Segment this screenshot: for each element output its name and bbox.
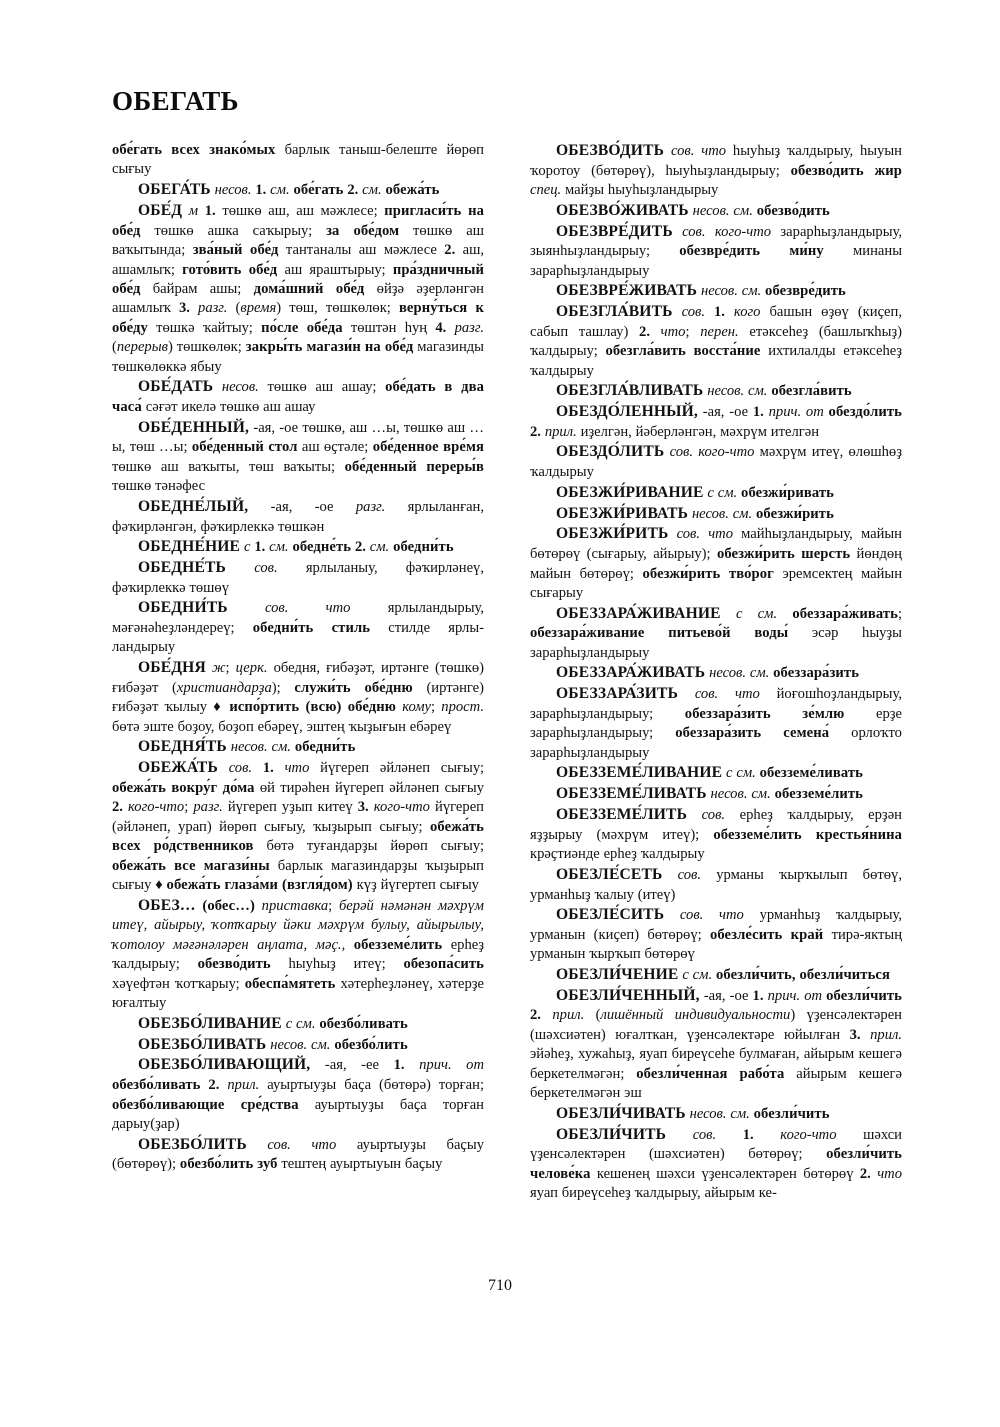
dictionary-entry: ОБЕЗЖИ́РИВАНИЕ с см. обезжи́ривать [556, 483, 834, 501]
page-number: 710 [488, 1277, 512, 1294]
dictionary-entry: ОБЕЗЗАРА́ЖИВАТЬ несов. см. обеззара́зить [556, 664, 860, 682]
dictionary-entry: ОБЕЗДО́ЛИТЬ сов. кого-что мәхрүм итеү, өлөшһөҙ ҡалдырыу [530, 443, 902, 481]
dictionary-entry: ОБЕЗДО́ЛЕННЫЙ, -ая, -ое 1. прич. от обездо́лить 2. прил. иҙелгән, йәберләнгән, мәхрүм ителгән [530, 403, 902, 440]
dictionary-entry: ОБЕЗГЛА́ВИТЬ сов. 1. кого башын өҙөү (киҫеп, сабып ташлау) 2. что; перен. етәксеһеҙ (башлыҡһыҙ) ҡалдырыу; обезгла́вить восста́ние ихтилалды етәксеһеҙ ҡалдырыу [530, 303, 902, 379]
dictionary-entry: ОБЕЗБО́ЛИТЬ сов. что ауыртыуҙы баҫыу (бөтөрөү); обезбо́лить зуб тештең ауыртыуын баҫыу [112, 1135, 485, 1173]
dictionary-entry: ОБЕ́Д м 1. төшкө аш, аш мәжлесе; пригласи́ть на обе́д төшкө ашка саҡырыу; за обе́дом төшкө аш ваҡытында; зва́ный обе́д тантаналы аш мәжлесе 2. аш, ашамлыҡ; гото́вить обе́д аш яраштырыу; пра́здничный обе́д байрам ашы; дома́шний обе́д өйҙә әҙерләнгән ашамлыҡ 3. разг. (время) төш, төшкөлөк; верну́ться к обе́ду төшкә ҡайтыу; по́сле обе́да төштән һуң 4. разг. (перерыв) төшкөлөк; закры́ть магази́н на обе́д магазинды төшкөлөккә ябыу [112, 201, 484, 375]
dictionary-entry: ОБЕ́ДЕННЫЙ, -ая, -ое төшкө, аш …ы, төшкө аш …ы, төш …ы; обе́денный стол аш өҫтәле; обе́денное вре́мя төшкө аш ваҡыты, төш ваҡыты; обе́денный переры́в төшкө тәнәфес [112, 418, 484, 495]
page-title: ОБЕГАТЬ [112, 86, 239, 116]
dictionary-entry: ОБЕДНЕ́ТЬ сов. ярлыланыу, фәҡирләнеү, фәҡирлеккә төшөү [112, 558, 484, 596]
dictionary-entry: ОБЕЗГЛА́ВЛИВАТЬ несов. см. обезгла́вить [556, 382, 852, 400]
right-column [530, 141, 902, 1204]
dictionary-entry: ОБЕЗЛИ́ЧЕНИЕ с см. обезли́чить, обезли́читься [556, 965, 890, 983]
dictionary-entry: ОБЕЗВО́ЖИВАТЬ несов. см. обезво́дить [556, 201, 830, 219]
dictionary-entry: ОБЕЗЗЕМЕ́ЛИТЬ сов. ерһеҙ ҡалдырыу, ерҙән яҙҙырыу (мәхрүм итеү); обезземе́лить крестья́нина крәҫтиәнде ерһеҙ ҡалдырыу [530, 805, 902, 863]
dictionary-entry: ОБЕЗБО́ЛИВАНИЕ с см. обезбо́ливать [138, 1014, 408, 1032]
dictionary-entry: ОБЕЗВО́ДИТЬ сов. что һыуһыҙ ҡалдырыу, һыуын ҡоротоу (бөтөрөү), һыуһыҙландырыу; обезво́дить жир спец. майҙы һыуһыҙландырыу [530, 142, 902, 199]
two-column-body [112, 141, 930, 1204]
dictionary-entry: ОБЕЗЗАРА́ЗИТЬ сов. что йоғошһоҙландырыу, зарарһыҙландырыу; обеззара́зить зе́млю ерҙе зарарһыҙландырыу; обеззара́зить семена́ орлоҡто зарарһыҙландырыу [530, 685, 902, 761]
dictionary-entry: ОБЕЗЗАРА́ЖИВАНИЕ с см. обеззара́живать; обеззара́живание питьево́й воды́ эсәр һыуҙы зарарһыҙландырыу [530, 604, 902, 661]
dictionary-entry: ОБЕДНЯ́ТЬ несов. см. обедни́ть [138, 738, 356, 756]
dictionary-entry: ОБЕЗБО́ЛИВАТЬ несов. см. обезбо́лить [138, 1035, 408, 1053]
dictionary-entry: ОБЕЗЖИ́РИТЬ сов. что майһыҙландырыу, майын бөтөрөү (сығарыу, айырыу); обезжи́рить шерсть йөндөң майын бөтөрөү; обезжи́рить тво́рог эремсектең майын сығарыу [530, 525, 903, 602]
dictionary-entry: ОБЕДНЕ́ЛЫЙ, -ая, -ое разг. ярлыланған, фәҡирләнгән, фәҡирлеккә төшкән [112, 497, 484, 535]
dictionary-entry: ОБЕЗ… (обес…) приставка; берәй нәмәнән мәхрүм итеү, айырыу, ҡотҡарыу йәки мәхрүм булыу, айырылыу, ҡотолоу мәғәнәләрен аңлата, мәҫ., обезземе́лить ерһеҙ ҡалдырыу; обезво́дить һыуһыҙ итеү; обезопа́сить хәүефтән ҡотҡарыу; обеспа́мятеть хәтерһеҙләнеү, хәтерҙе юғалтыу [112, 896, 485, 1012]
dictionary-entry: ОБЕЗЖИ́РИВАТЬ несов. см. обезжи́рить [556, 504, 834, 522]
dictionary-entry: ОБЕЗВРЕ́ДИТЬ сов. кого-что зарарһыҙландырыу, зыянһыҙландырыу; обезвре́дить ми́ну минаны зарарһыҙландырыу [530, 222, 902, 279]
dictionary-entry: ОБЕДНЕ́НИЕ с 1. см. обедне́ть 2. см. обедни́ть [138, 538, 454, 556]
dictionary-entry: ОБЕДНИ́ТЬ сов. что ярлыландырыу, мәғәнәһеҙләндереү; обедни́ть стиль стилде ярлыландырыу [112, 599, 485, 656]
dictionary-entry: ОБЕ́ДАТЬ несов. төшкө аш ашау; обе́дать в два часа́ сәғәт икелә төшкө аш ашау [112, 378, 484, 416]
dictionary-entry: ОБЕГА́ТЬ несов. 1. см. обе́гать 2. см. обежа́ть [138, 180, 440, 198]
dictionary-entry: ОБЕЗЛИ́ЧИТЬ сов. 1. кого-что шәхси үҙенсәлектәрен (шәхсиәтен) бөтөрөү; обезли́чить челове́ка кешенең шәхси үҙенсәлектәрен бөтөрөү 2. что яуап биреүсеһеҙ ҡалдырыу, айырым ке- [530, 1125, 902, 1202]
dictionary-entry: ОБЕЗЗЕМЕ́ЛИВАТЬ несов. см. обезземе́лить [556, 785, 863, 803]
dictionary-entry: ОБЕЗБО́ЛИВАЮЩИЙ, -ая, -ее 1. прич. от обезбо́ливать 2. прил. ауыртыуҙы баҫа (бөтөрә) торған; обезбо́ливающие сре́дства ауыртыуҙы баҫа торған дарыу(ҙар) [112, 1056, 484, 1133]
dictionary-entry: ОБЕЗЛЕ́СИТЬ сов. что урманһыҙ ҡалдырыу, урманын (киҫеп) бөтөрөү; обезле́сить край тирә-яктың урманын ҡырҡып бөтөрөү [530, 906, 903, 963]
dictionary-entry: ОБЕ́ДНЯ ж; церк. обедня, ғибәҙәт, иртәнге (төшкө) ғибәҙәт (христиандарҙа); служи́ть обе́дню (иртәнге) ғибәҙәт ҡылыу ♦ испо́ртить (всю) обе́дню кому; прост. бөтә эште боҙоу, боҙоп ебәреү, эштең ҡыҙығын ебәреү [112, 658, 485, 735]
dictionary-entry: обе́гать всех знако́мых барлык таныш-белеште йөрөп сығыу [112, 142, 484, 178]
dictionary-entry: ОБЕЗЛИ́ЧЕННЫЙ, -ая, -ое 1. прич. от обезли́чить 2. прил. (лишённый индивидуальности) үҙенсәлектәрен (шәхсиәтен) юғалткан, үҙенсәлектәре юйылған 3. прил. эйәһеҙ, хужаһыҙ, яуап биреүсеһе булмаған, айырым кешегә беркетелмәгән; обезли́ченная рабо́та айырым кешегә беркетелмәгән эш [530, 986, 903, 1102]
dictionary-entry: ОБЕЗЛИ́ЧИВАТЬ несов. см. обезли́чить [556, 1104, 830, 1122]
dictionary-entry: ОБЕЗВРЕ́ЖИВАТЬ несов. см. обезвре́дить [556, 282, 846, 300]
dictionary-entry: ОБЕЖА́ТЬ сов. 1. что йүгереп әйләнеп сығыу; обежа́ть вокру́г до́ма өй тирәһен йүгереп әйләнеп сығыу 2. кого-что; разг. йүгереп уҙып китеү 3. кого-что йүгереп (әйләнеп, урап) йөрөп сығыу, ҡыҙырып сығыу; обежа́ть всех ро́дственников бөтә туғандарҙы йөрөп сығыу; обежа́ть все магази́ны барлык магазиндарҙы ҡыҙырып сығыу ♦ обежа́ть глаза́ми (взгля́дом) күҙ йүгертеп сығыу [112, 758, 484, 894]
left-column [112, 141, 484, 1175]
dictionary-entry: ОБЕЗЛЕ́СЕТЬ сов. урманы ҡырҡылып бөтөү, урманһыҙ ҡалыу (итеү) [530, 865, 902, 903]
dictionary-entry: ОБЕЗЗЕМЕ́ЛИВАНИЕ с см. обезземе́ливать [556, 764, 864, 782]
